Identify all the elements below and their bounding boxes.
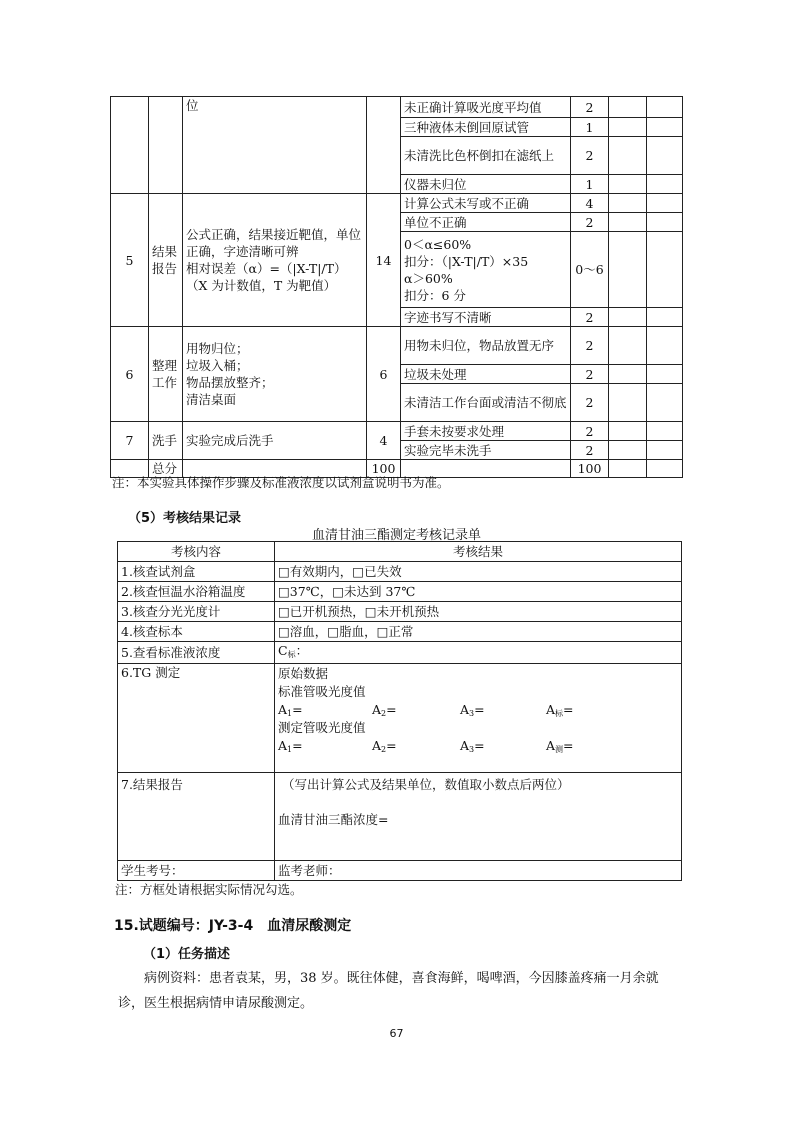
deduction-points: 2 — [571, 137, 609, 175]
row-content — [183, 194, 367, 327]
deduction-text: 三种液体未倒回原试管 — [401, 118, 571, 137]
deduction-text: 字迹书写不清晰 — [401, 308, 571, 327]
content-line: 清洁桌面 — [186, 392, 237, 407]
content-line: 物品摆放整齐； — [186, 375, 274, 390]
deduction-text — [401, 232, 571, 308]
conc-colon: ： — [295, 643, 309, 658]
blank-cell — [647, 97, 683, 118]
content-line: （X 为计数值，T 为靶值） — [186, 278, 337, 293]
blank-cell — [647, 422, 683, 441]
record-item: 1.核查试剂盒 — [118, 562, 275, 582]
record-item: 7.结果报告 — [118, 773, 275, 861]
deduction-line: 0＜α≤60% — [404, 236, 472, 252]
blank-cell — [609, 194, 647, 213]
deduction-text: 手套未按要求处理 — [401, 422, 571, 441]
blank-cell — [609, 384, 647, 422]
row-item: 整理工作 — [149, 327, 183, 422]
deduction-points: 1 — [571, 175, 609, 194]
record-result: □已开机预热，□未开机预热 — [275, 602, 682, 622]
blank-cell — [647, 441, 683, 460]
std-a2: A2= — [372, 702, 397, 718]
deduction-text: 未正确计算吸光度平均值 — [401, 97, 571, 118]
deduction-points: 2 — [571, 97, 609, 118]
deduction-points: 2 — [571, 422, 609, 441]
blank-cell — [609, 213, 647, 232]
row-item: 结果报告 — [149, 194, 183, 327]
header-result: 考核结果 — [275, 542, 682, 562]
test-a-sample: A测= — [546, 738, 574, 754]
deduction-points: 2 — [571, 308, 609, 327]
section15-heading: 15.试题编号：JY-3-4 血清尿酸测定 — [114, 918, 352, 934]
record-result: □37℃，□未达到 37℃ — [275, 582, 682, 602]
std-a3: A3= — [460, 702, 485, 718]
row-score: 4 — [367, 422, 401, 460]
conc-symbol: C — [278, 643, 288, 658]
deduction-points: 2 — [571, 213, 609, 232]
row-content: 位 — [183, 97, 367, 194]
tg-std-label: 标准管吸光度值 — [278, 684, 366, 699]
blank-cell — [647, 213, 683, 232]
note-2: 注：方框处请根据实际情况勾选。 — [115, 882, 303, 897]
case-text: 病例资料：患者袁某，男，38 岁。既往体健，喜食海鲜，喝啤酒，今因膝盖疼痛一月余就诊，医生根据病情申请尿酸测定。 — [118, 971, 659, 1011]
content-line: 公式正确，结果接近靶值，单位正确，字迹清晰可辨 — [186, 227, 362, 259]
deduction-points: 2 — [571, 327, 609, 365]
record-item: 2.核查恒温水浴箱温度 — [118, 582, 275, 602]
deduction-line: 扣分：（|X-T|/T）×35 — [404, 253, 529, 269]
deduction-points: 4 — [571, 194, 609, 213]
row-item — [149, 97, 183, 194]
deduction-line: 扣分：6 分 — [404, 287, 466, 303]
record-table — [117, 541, 682, 881]
deduction-points: 2 — [571, 365, 609, 384]
record-result — [275, 642, 682, 664]
score-table — [110, 96, 683, 478]
blank-cell — [609, 422, 647, 441]
deduction-text: 用物未归位，物品放置无序 — [401, 327, 571, 365]
deduction-text: 未清洗比色杯倒扣在滤纸上 — [401, 137, 571, 175]
tg-test-values — [278, 737, 678, 755]
examiner: 监考老师： — [275, 861, 682, 881]
blank-cell — [609, 460, 647, 478]
deduction-points: 0～6 — [571, 232, 609, 308]
conc-subscript: 标 — [287, 650, 296, 659]
row-item: 洗手 — [149, 422, 183, 460]
blank-cell — [609, 118, 647, 137]
test-a2: A2= — [372, 738, 397, 754]
report-conc: 血清甘油三酯浓度= — [278, 812, 389, 827]
student-id: 学生考号： — [118, 861, 275, 881]
blank-cell — [647, 308, 683, 327]
blank-cell — [647, 327, 683, 365]
deduction-text: 仪器未归位 — [401, 175, 571, 194]
deduction-text: 单位不正确 — [401, 213, 571, 232]
blank-cell — [609, 175, 647, 194]
row-score: 6 — [367, 327, 401, 422]
tg-std-values — [278, 701, 678, 719]
blank-cell — [647, 460, 683, 478]
note-1: 注：本实验具体操作步骤及标准液浓度以试剂盒说明书为准。 — [112, 475, 450, 490]
blank-cell — [609, 232, 647, 308]
report-result — [275, 773, 682, 861]
deduction-text: 计算公式未写或不正确 — [401, 194, 571, 213]
blank-cell — [609, 441, 647, 460]
deduction-text: 未清洁工作台面或清洁不彻底 — [401, 384, 571, 422]
record-table-title: 血清甘油三酯测定考核记录单 — [311, 528, 481, 543]
std-a1: A1= — [278, 702, 303, 718]
blank-cell — [647, 175, 683, 194]
page-number: 67 — [389, 1027, 404, 1040]
total-score: 100 — [367, 460, 401, 478]
deduction-line: α＞60% — [404, 270, 453, 286]
row-content — [183, 327, 367, 422]
total-label: 总分 — [149, 460, 183, 478]
blank-cell — [609, 365, 647, 384]
record-result: □溶血，□脂血，□正常 — [275, 622, 682, 642]
blank-cell — [647, 137, 683, 175]
record-item: 5.查看标准液浓度 — [118, 642, 275, 664]
blank-cell — [647, 118, 683, 137]
blank-cell — [609, 327, 647, 365]
row-score — [367, 97, 401, 194]
test-a1: A1= — [278, 738, 303, 754]
blank-cell — [647, 365, 683, 384]
deduction-points: 2 — [571, 384, 609, 422]
content-line: 垃圾入桶； — [186, 358, 249, 373]
content-line: 用物归位； — [186, 341, 249, 356]
deduction-points: 1 — [571, 118, 609, 137]
blank-cell — [647, 194, 683, 213]
section5-heading: （5）考核结果记录 — [128, 511, 242, 526]
deduction-text: 垃圾未处理 — [401, 365, 571, 384]
total-deduct: 100 — [571, 460, 609, 478]
report-instruction: （写出计算公式及结果单位，数值取小数点后两位） — [282, 777, 570, 792]
row-number: 7 — [111, 422, 149, 460]
deduction-points: 2 — [571, 441, 609, 460]
header-content: 考核内容 — [118, 542, 275, 562]
record-item: 6.TG 测定 — [118, 664, 275, 773]
row-number: 5 — [111, 194, 149, 327]
tg-test-label: 测定管吸光度值 — [278, 720, 366, 735]
blank-cell — [647, 384, 683, 422]
record-item: 3.核查分光光度计 — [118, 602, 275, 622]
row-content: 实验完成后洗手 — [183, 422, 367, 460]
tg-raw-label: 原始数据 — [278, 666, 329, 681]
blank-cell — [609, 308, 647, 327]
content-line: 相对误差（α）=（|X-T|/T） — [186, 261, 347, 276]
deduction-text: 实验完毕未洗手 — [401, 441, 571, 460]
record-item: 4.核查标本 — [118, 622, 275, 642]
std-a-standard: A标= — [546, 702, 574, 718]
row-number: 6 — [111, 327, 149, 422]
blank-cell — [609, 97, 647, 118]
tg-result — [275, 664, 682, 773]
task-heading: （1）任务描述 — [143, 947, 231, 962]
test-a3: A3= — [460, 738, 485, 754]
row-number — [111, 97, 149, 194]
record-result: □有效期内，□已失效 — [275, 562, 682, 582]
blank-cell — [609, 137, 647, 175]
blank-cell — [647, 232, 683, 308]
row-score: 14 — [367, 194, 401, 327]
